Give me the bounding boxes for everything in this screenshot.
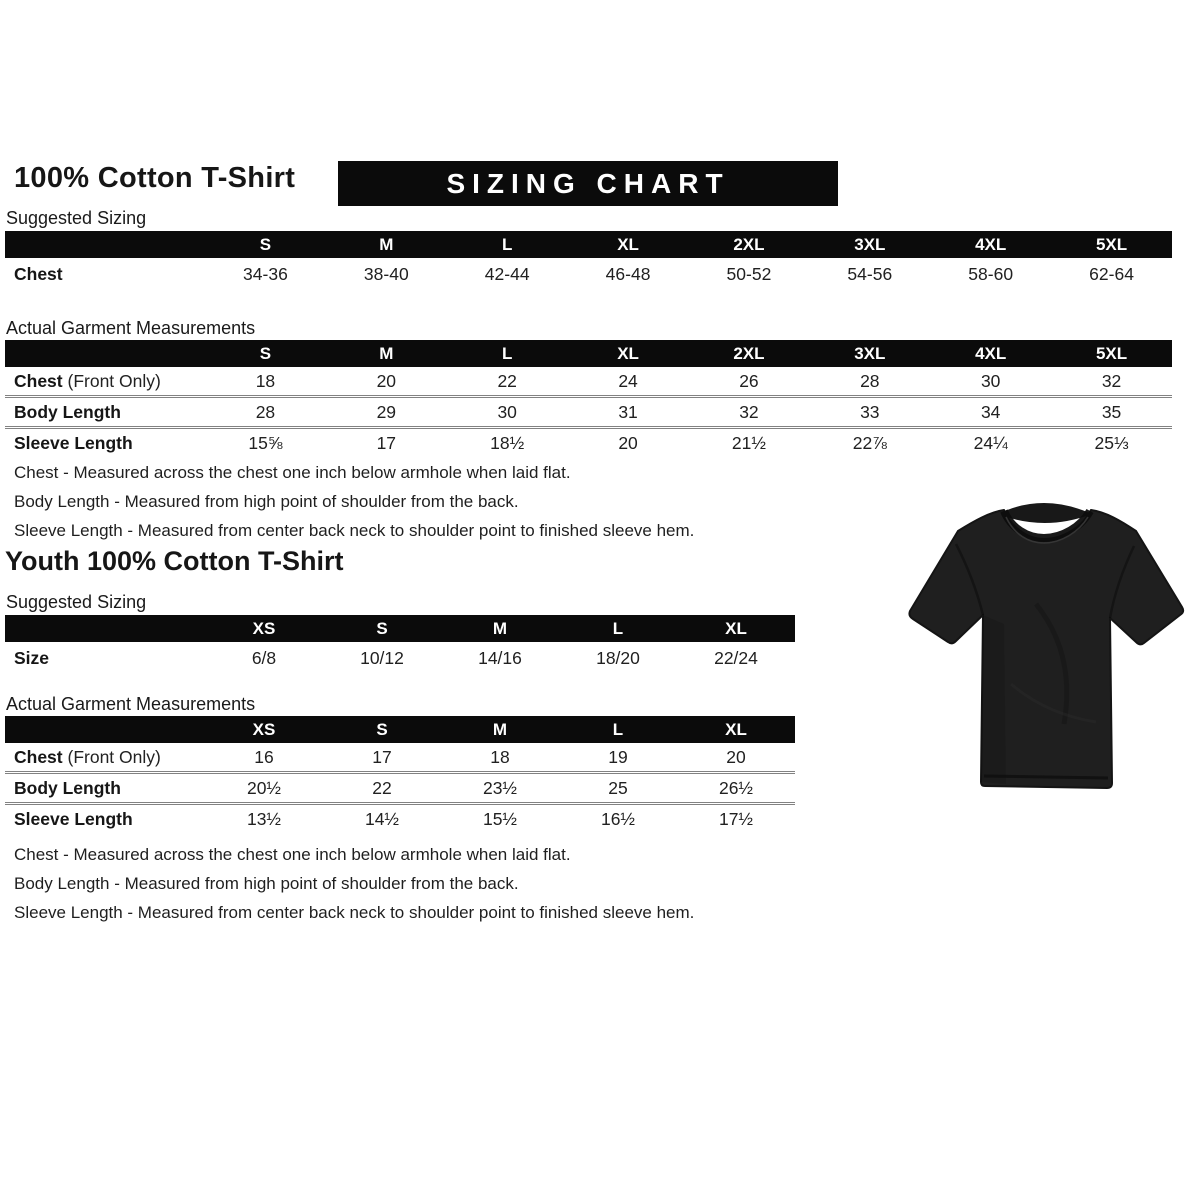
table-row-size [5,642,795,674]
cell: 54-56 [847,263,893,284]
size-header: 5XL [1051,231,1172,258]
adult-measurement-notes [14,458,694,545]
tshirt-body [909,510,1183,788]
cell: 6/8 [251,647,277,668]
size-header-blank [5,615,205,642]
cell: 26 [739,370,759,391]
cell: 28 [205,397,326,428]
size-header: S [323,716,441,743]
cell: 18½ [447,428,568,458]
adult-section-title: 100% Cotton T-Shirt [14,162,296,194]
adult-suggested-table [5,231,1172,290]
size-header: L [559,716,677,743]
cell: 32 [689,397,810,428]
cell: 22/24 [714,647,758,668]
size-header: 3XL [809,231,930,258]
size-header: XS [205,716,323,743]
size-header-row [5,340,1172,367]
row-label: Size [14,647,50,668]
size-header: 5XL [1051,340,1172,367]
note-chest: Chest - Measured across the chest one inch below armhole when laid flat. [14,463,571,482]
size-header: M [441,615,559,642]
note-sleeve-length: Sleeve Length - Measured from center back neck to shoulder point to finished sleeve hem. [14,521,695,540]
size-header-row [5,615,795,642]
cell: 20 [726,746,746,767]
cell: 34-36 [243,263,288,284]
size-header: L [447,231,568,258]
size-header: S [205,231,326,258]
cell: 35 [1051,397,1172,428]
size-header: 4XL [930,340,1051,367]
size-header: 2XL [689,231,810,258]
youth-actual-table [5,716,795,833]
cell: 25 [559,773,677,804]
table-row-chest [5,367,1172,397]
cell: 20 [568,428,689,458]
note-chest: Chest - Measured across the chest one inch below armhole when laid flat. [14,845,571,864]
cell: 58-60 [968,263,1014,284]
cell: 30 [980,370,1001,391]
cell: 42-44 [484,263,530,284]
tshirt-image [886,484,1200,810]
size-header-row [5,231,1172,258]
note-body-length: Body Length - Measured from high point of shoulder from the back. [14,874,519,893]
table-row-body-length [5,397,1172,428]
size-header: XL [568,340,689,367]
sizing-chart-banner: SIZING CHART [338,161,838,206]
size-header: XL [568,231,689,258]
adult-suggested-sizing-label: Suggested Sizing [6,208,147,228]
size-header: S [323,615,441,642]
size-header: L [559,615,677,642]
adult-actual-table [5,340,1172,457]
note-sleeve-length: Sleeve Length - Measured from center back neck to shoulder point to finished sleeve hem. [14,903,695,922]
youth-actual-measurements-label: Actual Garment Measurements [6,694,256,714]
cell: 19 [608,746,628,767]
row-label: Body Length [5,773,205,804]
table-row-sleeve-length [5,428,1172,458]
tshirt-hem-stitch [984,776,1108,778]
youth-section-title: Youth 100% Cotton T-Shirt [5,546,344,576]
table-row-sleeve-length [5,804,795,834]
size-header: 2XL [689,340,810,367]
cell: 18/20 [596,647,640,668]
size-header: M [441,716,559,743]
size-header-blank [5,340,205,367]
size-header-blank [5,716,205,743]
cell: 29 [326,397,447,428]
cell: 22 [497,370,517,391]
row-label: Body Length [5,397,205,428]
cell: 22 [323,773,441,804]
cell: 38-40 [363,263,409,284]
cell: 33 [809,397,930,428]
cell: 13½ [205,804,323,834]
cell: 22⅞ [809,428,930,458]
row-label: Chest [14,263,63,284]
size-header-blank [5,231,205,258]
cell: 18 [255,370,276,391]
cell: 14/16 [478,647,522,668]
youth-measurement-notes [14,840,694,927]
cell: 16½ [559,804,677,834]
row-label: Chest (Front Only) [14,746,161,767]
table-row-body-length [5,773,795,804]
row-label: Sleeve Length [5,804,205,834]
cell: 31 [568,397,689,428]
cell: 23½ [441,773,559,804]
cell: 32 [1101,370,1122,391]
size-header: M [326,340,447,367]
youth-suggested-sizing-label: Suggested Sizing [6,592,147,612]
cell: 26½ [677,773,795,804]
cell: 16 [254,746,274,767]
cell: 20½ [205,773,323,804]
size-header-row [5,716,795,743]
size-header: M [326,231,447,258]
cell: 25⅓ [1051,428,1172,458]
cell: 62-64 [1089,263,1134,284]
row-label: Chest (Front Only) [14,370,161,391]
size-header: XL [677,716,795,743]
cell: 18 [490,746,510,767]
row-label: Sleeve Length [5,428,205,458]
table-row [5,258,1172,290]
note-body-length: Body Length - Measured from high point of shoulder from the back. [14,492,519,511]
tshirt-shading-left [981,615,1006,784]
cell: 15½ [441,804,559,834]
size-header: L [447,340,568,367]
adult-actual-measurements-label: Actual Garment Measurements [6,318,256,338]
cell: 24 [618,370,638,391]
youth-suggested-table [5,615,795,674]
size-header: XS [205,615,323,642]
cell: 17 [326,428,447,458]
cell: 15⅝ [205,428,326,458]
size-header: S [205,340,326,367]
cell: 21½ [689,428,810,458]
cell: 10/12 [360,647,404,668]
cell: 50-52 [726,263,772,284]
cell: 17½ [677,804,795,834]
cell: 34 [930,397,1051,428]
cell: 20 [376,370,397,391]
size-header: 3XL [809,340,930,367]
cell: 17 [372,746,392,767]
cell: 28 [860,370,880,391]
size-header: 4XL [930,231,1051,258]
cell: 46-48 [605,263,651,284]
cell: 30 [447,397,568,428]
table-row-chest [5,743,795,773]
cell: 24¼ [930,428,1051,458]
size-header: XL [677,615,795,642]
cell: 14½ [323,804,441,834]
